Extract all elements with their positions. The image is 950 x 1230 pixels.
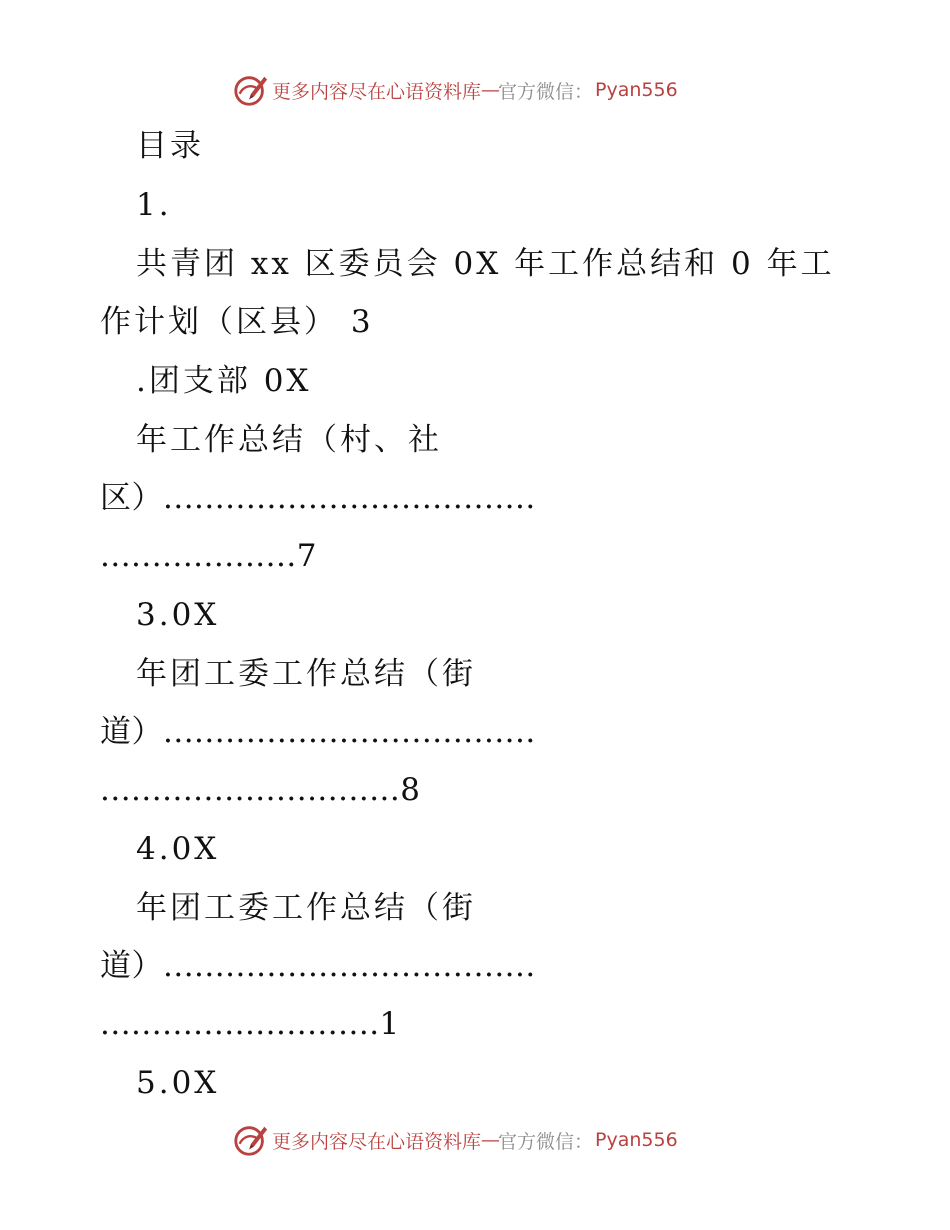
toc-line: .............................8 (100, 772, 421, 808)
banner-dash: — (481, 79, 499, 101)
toc-line: 年团工委工作总结（街 (136, 890, 476, 926)
toc-line: 3.0X (136, 597, 220, 633)
toc-line: 1. (136, 187, 172, 223)
toc-line: .团支部 0X (136, 363, 312, 399)
toc-line: 道）.................................... (100, 714, 536, 750)
banner-mid-text: 官方微信： (498, 1130, 594, 1153)
pen-logo-icon (232, 71, 270, 109)
toc-line: 4.0X (136, 831, 220, 867)
toc-line: 5.0X (136, 1065, 220, 1101)
header-banner (232, 70, 678, 110)
toc-line: 共青团 xx 区委员会 0X 年工作总结和 0 年工 (136, 246, 835, 282)
footer-banner (232, 1120, 678, 1160)
toc-line: 区）.................................... (100, 480, 536, 516)
banner-main-text: 更多内容尽在心语资料库 (272, 1130, 482, 1153)
toc-line: 年团工委工作总结（街 (136, 656, 476, 692)
toc-heading: 目录 (136, 128, 204, 164)
toc-line: ...................7 (100, 538, 317, 574)
banner-dash: — (481, 1129, 499, 1151)
toc-line: ...........................1 (100, 1006, 400, 1042)
pen-logo-icon (232, 1121, 270, 1159)
toc-line: 道）.................................... (100, 948, 536, 984)
banner-main-text: 更多内容尽在心语资料库 (272, 80, 482, 103)
toc-line: 年工作总结（村、社 (136, 422, 442, 458)
banner-mid-text: 官方微信： (498, 80, 594, 103)
banner-wechat-id: Pyan556 (595, 1129, 678, 1151)
toc-line: 作计划（区县） 3 (100, 304, 374, 340)
banner-wechat-id: Pyan556 (595, 79, 678, 101)
